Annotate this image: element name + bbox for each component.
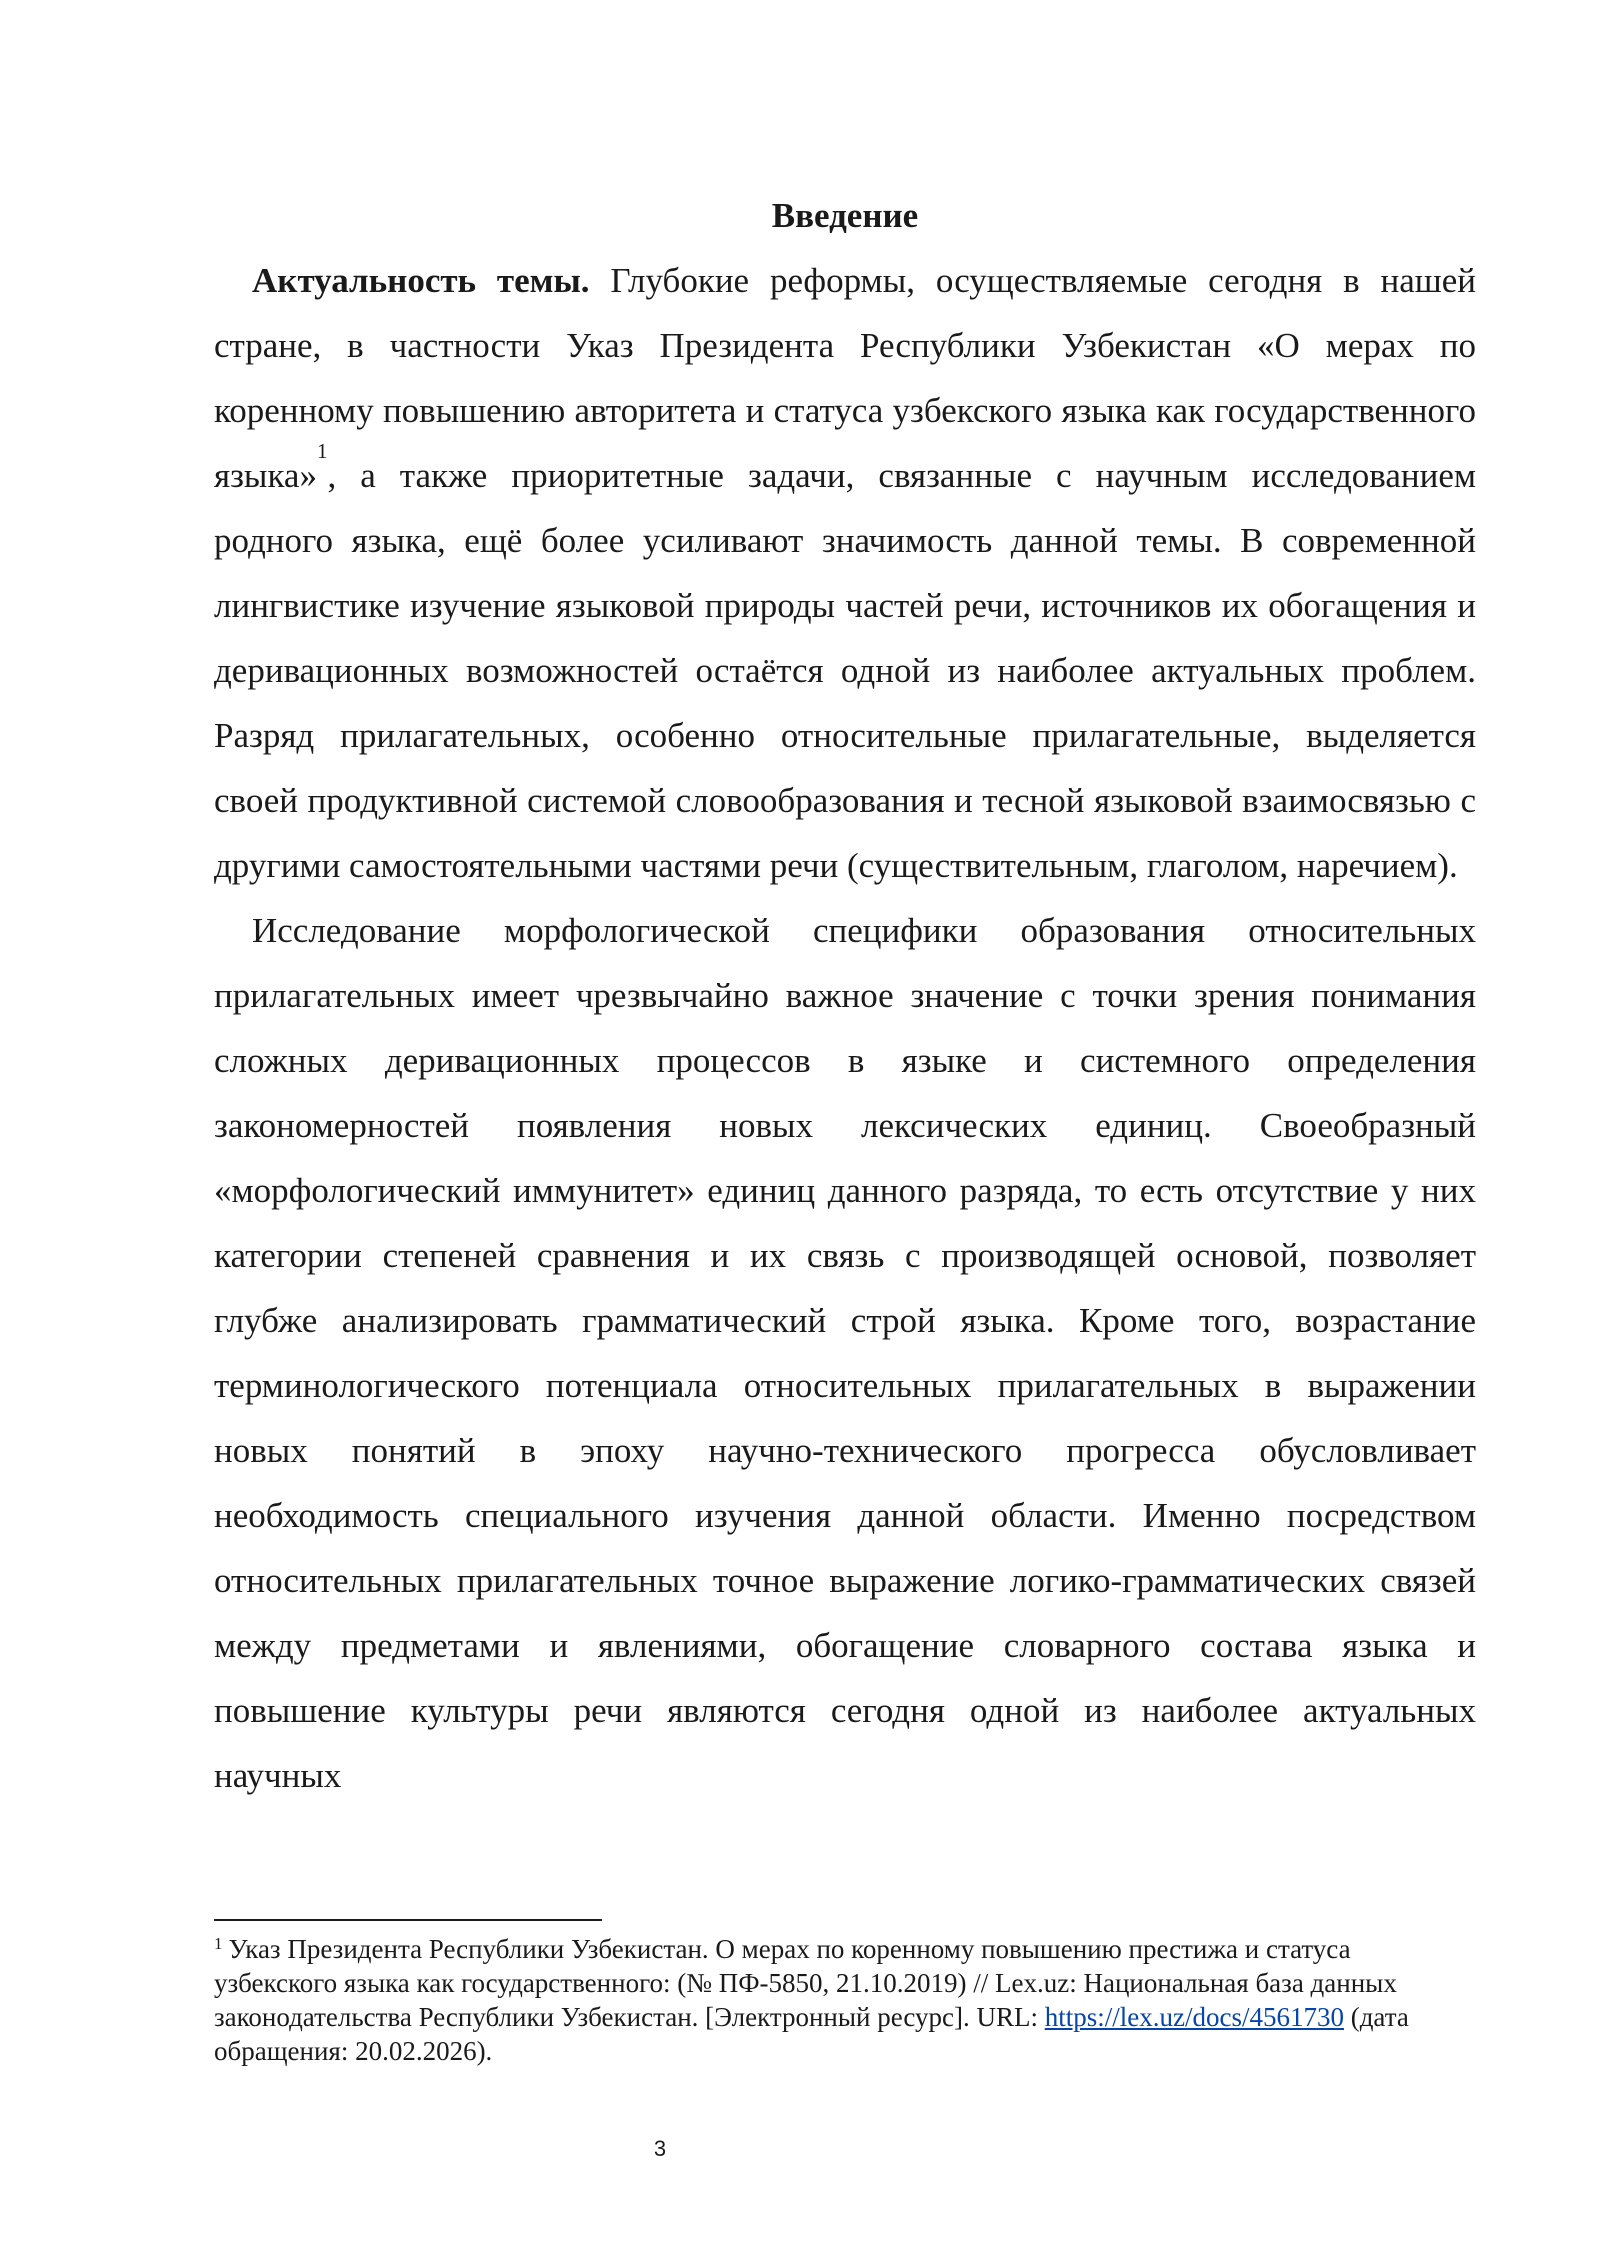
paragraph-research: Исследование морфологической специфики образования относительных прилагательных имеет чрезвычайно важное значение с точки зрения понимания сложных деривационных процессов в языке и системного определения закономерностей появления новых лексических единиц. Своеобразный «морфологический иммунитет» единиц данного разряда, то есть отсутствие у них категории степеней сравнения и их связь с производящей основой, позволяет глубже анализировать грамматический строй языка. Кроме того, возрастание терминологического потенциала относительных прилагательных в выражении новых понятий в эпоху научно-технического прогресса обусловливает необходимость специального изучения данной области. Именно посредством относительных прилагательных точное выражение логико-грамматических связей между предметами и явлениями, обогащение словарного состава языка и повышение культуры речи являются сегодня одной из наиболее актуальных научных (214, 911, 1476, 1795)
footnote-access-date: (дата обращения: 20.02.2026). (214, 2002, 1409, 2066)
footnote-url-link[interactable]: https://lex.uz/docs/4561730 (1044, 2002, 1344, 2032)
paragraph-lead: Актуальность темы. (252, 261, 590, 300)
footnote (214, 1932, 1476, 2068)
footnote-mark: 1 (214, 1934, 223, 1953)
body-text (214, 248, 1476, 1808)
section-heading: Введение (771, 196, 919, 235)
paragraph-text-before-footnote: Глубокие реформы, осуществляемые сегодня в нашей стране, в частности Указ Президента Республики Узбекистан «О мерах по коренному повышению авторитета и статуса узбекского языка как государственного языка» (214, 261, 1476, 495)
footnote-text: Указ Президента Республики Узбекистан. О мерах по коренному повышению престижа и статуса узбекского языка как государственного: (№ ПФ-5850, 21.10.2019) // Lex.uz: Национальная база данных законодательства Республики Узбекистан. [Электронный ресурс]. URL: (214, 1934, 1397, 2032)
page-number: 3 (653, 2136, 667, 2161)
footnote-reference[interactable]: 1 (316, 439, 328, 463)
footnote-separator (214, 1919, 602, 1921)
paragraph-actuality (214, 248, 1476, 898)
paragraph-text-after-footnote: , а также приоритетные задачи, связанные с научным исследованием родного языка, ещё более усиливают значимость данной темы. В современной лингвистике изучение языковой природы частей речи, источников их обогащения и деривационных возможностей остаётся одной из наиболее актуальных проблем. Разряд прилагательных, особенно относительные прилагательные, выделяется своей продуктивной системой словообразования и тесной языковой взаимосвязью с другими самостоятельными частями речи (существительным, глаголом, наречием). (214, 456, 1476, 885)
